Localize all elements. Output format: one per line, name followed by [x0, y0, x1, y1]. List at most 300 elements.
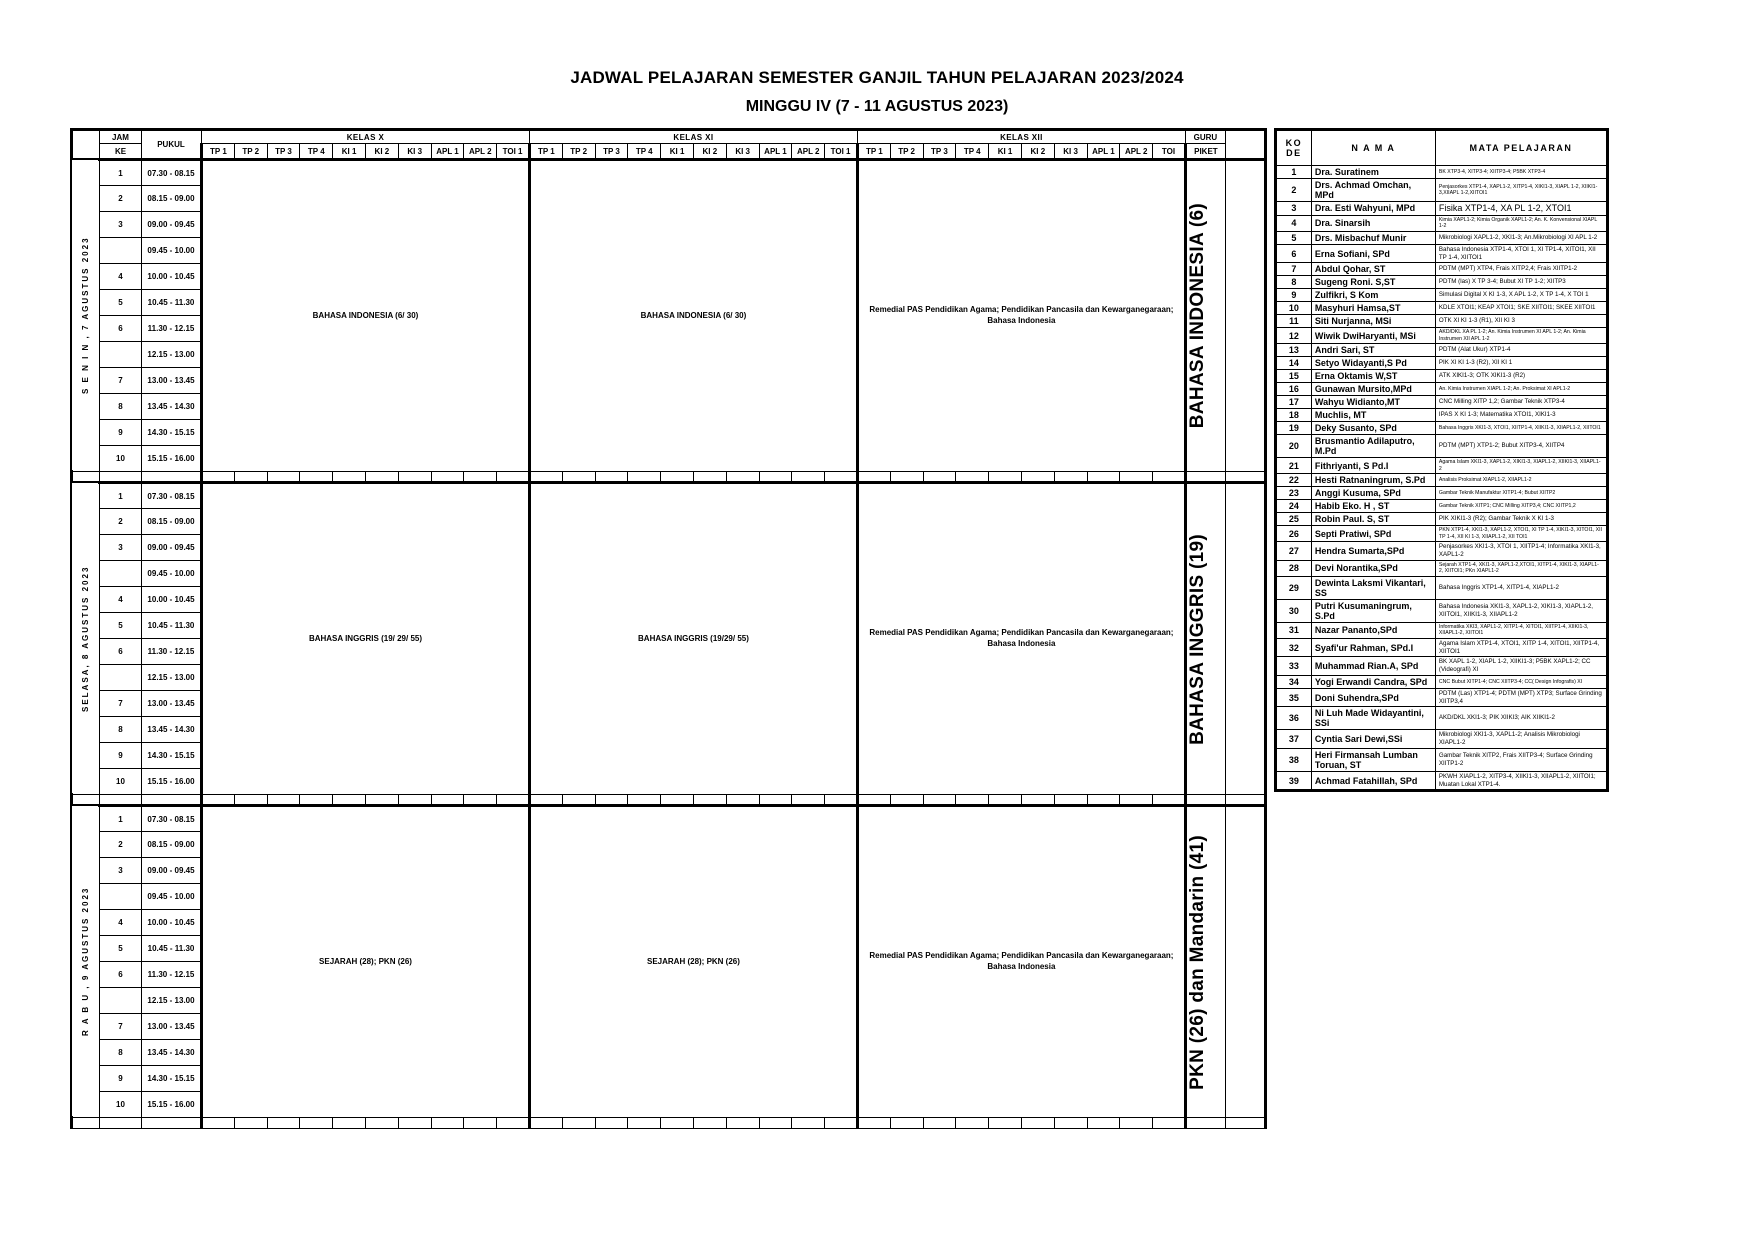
block-separator: [72, 1118, 1266, 1129]
teacher-code: 30: [1275, 599, 1311, 622]
sep-seg: [825, 472, 858, 483]
col-kelas_xi-apl1: APL 1: [759, 144, 792, 160]
period-time: 11.30 - 12.15: [142, 639, 202, 665]
teacher-name: Nazar Pananto,SPd: [1311, 622, 1435, 638]
teacher-name: Dewinta Laksmi Vikantari, SS: [1311, 576, 1435, 599]
col-kelas_xii-tp1: TP 1: [857, 144, 890, 160]
sep-seg: [628, 795, 661, 806]
teacher-row[interactable]: [1275, 688, 1607, 707]
teacher-code: 3: [1275, 202, 1311, 216]
col-kelas_xi-tp2: TP 2: [562, 144, 595, 160]
col-kelas_xi-apl2: APL 2: [792, 144, 825, 160]
teacher-code: 26: [1275, 526, 1311, 542]
teacher-subject: AKD/DKL XA PL 1-2; An. Kimia Instrumen XI APL 1-2; An. Kimia Instrumen XII APL 1-2: [1435, 328, 1607, 344]
teacher-code: 22: [1275, 474, 1311, 487]
period-number: 8: [100, 1040, 142, 1066]
period-number: 5: [100, 290, 142, 316]
teacher-row[interactable]: [1275, 357, 1607, 370]
teacher-code: 19: [1275, 422, 1311, 435]
sep-seg: [726, 472, 759, 483]
band-kelas-xi: KELAS XI: [529, 130, 857, 144]
class-band-row: [72, 130, 1266, 144]
teacher-code: 7: [1275, 263, 1311, 276]
teacher-subject: PDTM (Las) XTP1-4; PDTM (MPT) XTP3; Surface Grinding XIITP3,4: [1435, 688, 1607, 707]
period-time: 09.45 - 10.00: [142, 884, 202, 910]
cell-kelas-xi-0[interactable]: BAHASA INDONESIA (6/ 30): [529, 160, 857, 472]
teacher-subject: PIK XIKI1-3 (R2); Gambar Teknik X KI 1-3: [1435, 513, 1607, 526]
teacher-row[interactable]: [1275, 622, 1607, 638]
period-time: 13.45 - 14.30: [142, 394, 202, 420]
period-number: 10: [100, 1092, 142, 1118]
period-time: 09.45 - 10.00: [142, 238, 202, 264]
sep-seg: [202, 1118, 235, 1129]
period-time: 13.45 - 14.30: [142, 717, 202, 743]
page-title: JADWAL PELAJARAN SEMESTER GANJIL TAHUN PELAJARAN 2023/2024: [570, 68, 1184, 87]
period-number: 2: [100, 509, 142, 535]
col-kelas_xii-tp4: TP 4: [956, 144, 989, 160]
teacher-subject: BK XTP3-4, XITP3-4; XIITP3-4; P5BK XTP3-4: [1435, 166, 1607, 179]
col-kelas_xi-tp1: TP 1: [529, 144, 562, 160]
sep-seg: [661, 795, 694, 806]
period-time: 10.00 - 10.45: [142, 910, 202, 936]
teacher-row[interactable]: [1275, 771, 1607, 791]
teacher-subject: Bahasa Indonesia XKI1-3, XAPL1-2, XIKI1-3, XIAPL1-2, XIITOI1, XIIKI1-3, XIIAPL1-2: [1435, 599, 1607, 622]
teacher-name: Habib Eko. H , ST: [1311, 500, 1435, 513]
period-number: 6: [100, 639, 142, 665]
sep-seg: [1120, 1118, 1153, 1129]
teacher-name: Dra. Suratinem: [1311, 166, 1435, 179]
period-number: 7: [100, 1014, 142, 1040]
col-kelas_xi-ki3: KI 3: [726, 144, 759, 160]
sep-seg: [956, 795, 989, 806]
period-time: 13.00 - 13.45: [142, 691, 202, 717]
teacher-subject: PKWH XIAPL1-2, XITP3-4, XIIKI1-3, XIIAPL1-2, XIITOI1; Muatan Lokal XTP1-4.: [1435, 771, 1607, 791]
col-kelas_x-tp4: TP 4: [300, 144, 333, 160]
period-time: 09.45 - 10.00: [142, 561, 202, 587]
sep-seg: [628, 1118, 661, 1129]
sep-piket: [1225, 795, 1265, 806]
teacher-code: 15: [1275, 370, 1311, 383]
teacher-code: 1: [1275, 166, 1311, 179]
teacher-subject: Simulasi Digital X KI 1-3, X APL 1-2, X TP 1-4, X TOI 1: [1435, 289, 1607, 302]
period-number: 4: [100, 910, 142, 936]
teacher-row[interactable]: [1275, 599, 1607, 622]
teacher-code: 38: [1275, 748, 1311, 771]
teacher-row[interactable]: [1275, 526, 1607, 542]
period-number: 6: [100, 962, 142, 988]
period-time: 15.15 - 16.00: [142, 769, 202, 795]
sep-day: [72, 795, 100, 806]
teacher-code: 21: [1275, 458, 1311, 474]
period-time: 07.30 - 08.15: [142, 483, 202, 509]
sep-seg: [890, 795, 923, 806]
period-number: 1: [100, 806, 142, 832]
sep-jam: [100, 472, 142, 483]
teacher-subject: Informatika XKI3, XAPL1-2, XITP1-4, XITOI1, XIITP1-4, XIIKI1-3, XIIAPL1-2, XIITOI1: [1435, 622, 1607, 638]
teacher-subject: Mikrobiologi XKI1-3, XAPL1-2; Analisis Mikrobiologi XIAPL1-2: [1435, 730, 1607, 749]
block-separator: [72, 472, 1266, 483]
teacher-row[interactable]: [1275, 513, 1607, 526]
teacher-row[interactable]: [1275, 244, 1607, 263]
sep-seg: [726, 795, 759, 806]
document-titles: [0, 0, 1754, 116]
teacher-subject: An. Kimia Instrumen XIAPL 1-2; An. Proksimat XI APL1-2: [1435, 383, 1607, 396]
teacher-name: Masyhuri Hamsa,ST: [1311, 302, 1435, 315]
teacher-row[interactable]: [1275, 383, 1607, 396]
period-number: 9: [100, 1066, 142, 1092]
period-time: 12.15 - 13.00: [142, 342, 202, 368]
sep-seg: [562, 795, 595, 806]
period-number: 8: [100, 717, 142, 743]
teacher-name: Erna Oktamis W,ST: [1311, 370, 1435, 383]
teacher-code: 35: [1275, 688, 1311, 707]
teacher-subject: ATK XIKI1-3; OTK XIKI1-3 (R2): [1435, 370, 1607, 383]
teacher-row[interactable]: [1275, 707, 1607, 730]
period-time: 10.45 - 11.30: [142, 613, 202, 639]
period-time: 13.00 - 13.45: [142, 1014, 202, 1040]
sep-jam: [100, 1118, 142, 1129]
sep-pukul: [142, 472, 202, 483]
teacher-code: 39: [1275, 771, 1311, 791]
cell-kelas-xi-1[interactable]: BAHASA INGGRIS (19/29/ 55): [529, 483, 857, 795]
teacher-row[interactable]: [1275, 638, 1607, 657]
teacher-name: Anggi Kusuma, SPd: [1311, 487, 1435, 500]
teacher-subject: AKD/DKL XKI1-3; PIK XIIKI3; AIK XIIKI1-2: [1435, 707, 1607, 730]
sep-seg: [562, 472, 595, 483]
teacher-code: 37: [1275, 730, 1311, 749]
schedule-grid: [70, 128, 1267, 1129]
teacher-name: Dra. Sinarsih: [1311, 215, 1435, 231]
period-time: 12.15 - 13.00: [142, 665, 202, 691]
teacher-code: 36: [1275, 707, 1311, 730]
sep-seg: [398, 795, 431, 806]
sep-seg: [267, 1118, 300, 1129]
sep-seg: [431, 472, 464, 483]
teacher-row[interactable]: [1275, 166, 1607, 179]
cell-kelas-x-0[interactable]: BAHASA INDONESIA (6/ 30): [202, 160, 530, 472]
sep-seg: [693, 1118, 726, 1129]
sep-seg: [661, 472, 694, 483]
teacher-row[interactable]: [1275, 179, 1607, 202]
period-time: 13.00 - 13.45: [142, 368, 202, 394]
period-number: 4: [100, 264, 142, 290]
cell-kelas-x-2[interactable]: SEJARAH (28); PKN (26): [202, 806, 530, 1118]
corner-cell: [72, 130, 100, 160]
sep-seg: [989, 472, 1022, 483]
sep-seg: [890, 1118, 923, 1129]
sep-seg: [1153, 795, 1186, 806]
teacher-name: Wahyu Widianto,MT: [1311, 396, 1435, 409]
teacher-row[interactable]: [1275, 576, 1607, 599]
teacher-code: 2: [1275, 179, 1311, 202]
teacher-subject: PDTM (Alat Ukur) XTP1-4: [1435, 344, 1607, 357]
teacher-row[interactable]: [1275, 328, 1607, 344]
teacher-subject: PDTM (las) X TP 3-4; Bubut XI TP 1-2; XIITP3: [1435, 276, 1607, 289]
sep-seg: [890, 472, 923, 483]
teacher-code: 18: [1275, 409, 1311, 422]
col-kelas_x-tp2: TP 2: [234, 144, 267, 160]
col-kelas_xii-tp3: TP 3: [923, 144, 956, 160]
teacher-subject: Analisis Proksimat XIAPL1-2, XIIAPL1-2: [1435, 474, 1607, 487]
sep-seg: [497, 1118, 530, 1129]
sep-seg: [825, 1118, 858, 1129]
page-subtitle: MINGGU IV (7 - 11 AGUSTUS 2023): [745, 98, 1009, 115]
teacher-row[interactable]: [1275, 657, 1607, 676]
pukul-header: PUKUL: [142, 130, 202, 160]
teacher-code: 16: [1275, 383, 1311, 396]
teacher-row[interactable]: [1275, 748, 1607, 771]
sep-seg: [365, 1118, 398, 1129]
sep-seg: [529, 795, 562, 806]
teacher-name: Deky Susanto, SPd: [1311, 422, 1435, 435]
period-number: 3: [100, 535, 142, 561]
guru-spacer: [1225, 130, 1265, 160]
sep-pukul: [142, 795, 202, 806]
band-kelas-xii: KELAS XII: [857, 130, 1185, 144]
sep-seg: [431, 795, 464, 806]
teacher-name: Drs. Achmad Omchan, MPd: [1311, 179, 1435, 202]
teacher-code: 24: [1275, 500, 1311, 513]
period-number: [100, 988, 142, 1014]
sep-seg: [1054, 795, 1087, 806]
cell-piket-blank-0: [1225, 160, 1265, 472]
teacher-subject: CNC Milling XITP 1,2; Gambar Teknik XTP3-4: [1435, 396, 1607, 409]
ke-header: KE: [100, 144, 142, 160]
teacher-subject: Kimia XAPL1-2; Kimia Organik XAPL1-2; An. K. Konvensional XIAPL 1-2: [1435, 215, 1607, 231]
teacher-name: Drs. Misbachuf Munir: [1311, 231, 1435, 244]
teacher-row[interactable]: [1275, 215, 1607, 231]
teacher-row[interactable]: [1275, 202, 1607, 216]
teacher-row[interactable]: [1275, 458, 1607, 474]
period-number: [100, 561, 142, 587]
teacher-col-subject: MATA PELAJARAN: [1435, 130, 1607, 166]
col-kelas_xi-ki2: KI 2: [693, 144, 726, 160]
teacher-name: Fithriyanti, S Pd.I: [1311, 458, 1435, 474]
sep-seg: [300, 472, 333, 483]
cell-piket-1[interactable]: BAHASA INGGRIS (19): [1185, 483, 1225, 795]
sep-seg: [333, 795, 366, 806]
sep-seg: [398, 472, 431, 483]
teacher-row[interactable]: [1275, 396, 1607, 409]
sep-seg: [595, 795, 628, 806]
sep-seg: [628, 472, 661, 483]
col-kelas_x-ki3: KI 3: [398, 144, 431, 160]
period-time: 11.30 - 12.15: [142, 316, 202, 342]
col-kelas_xii-toi: TOI: [1153, 144, 1186, 160]
sep-seg: [989, 1118, 1022, 1129]
teacher-row[interactable]: [1275, 435, 1607, 458]
period-number: 1: [100, 160, 142, 186]
teacher-subject: Gambar Teknik XITP2, Frais XIITP3-4; Surface Grinding XIITP1-2: [1435, 748, 1607, 771]
sep-guru: [1185, 1118, 1225, 1129]
teacher-subject: OTK XI KI 1-3 (R1), XII KI 3: [1435, 315, 1607, 328]
teacher-col-name: N A M A: [1311, 130, 1435, 166]
teacher-col-code: KO DE: [1275, 130, 1311, 166]
sep-seg: [497, 472, 530, 483]
sep-seg: [300, 795, 333, 806]
teacher-code: 32: [1275, 638, 1311, 657]
teacher-name: Siti Nurjanna, MSi: [1311, 315, 1435, 328]
teacher-subject: PIK XI KI 1-3 (R2), XII KI 1: [1435, 357, 1607, 370]
sep-seg: [759, 472, 792, 483]
col-kelas_xii-apl2: APL 2: [1120, 144, 1153, 160]
teacher-row[interactable]: [1275, 730, 1607, 749]
sep-seg: [693, 795, 726, 806]
sep-seg: [595, 472, 628, 483]
sep-guru: [1185, 795, 1225, 806]
sep-pukul: [142, 1118, 202, 1129]
sep-seg: [1153, 472, 1186, 483]
sep-piket: [1225, 1118, 1265, 1129]
period-time: 10.45 - 11.30: [142, 936, 202, 962]
period-number: 2: [100, 832, 142, 858]
teacher-row[interactable]: [1275, 263, 1607, 276]
sep-seg: [923, 795, 956, 806]
teacher-name: Cyntia Sari Dewi,SSi: [1311, 730, 1435, 749]
period-number: 3: [100, 858, 142, 884]
sep-seg: [1054, 1118, 1087, 1129]
teacher-name: Erna Sofiani, SPd: [1311, 244, 1435, 263]
day-label-0: S E N I N , 7 AGUSTUS 2023: [72, 160, 100, 472]
guru-header: GURU: [1185, 130, 1225, 144]
cell-piket-blank-1: [1225, 483, 1265, 795]
period-time: 10.45 - 11.30: [142, 290, 202, 316]
cell-piket-0[interactable]: BAHASA INDONESIA (6): [1185, 160, 1225, 472]
teacher-code: 12: [1275, 328, 1311, 344]
teacher-code: 8: [1275, 276, 1311, 289]
sep-seg: [923, 472, 956, 483]
teacher-code: 27: [1275, 542, 1311, 561]
teacher-code: 13: [1275, 344, 1311, 357]
sep-seg: [1021, 795, 1054, 806]
teacher-name: Ni Luh Made Widayantini, SSi: [1311, 707, 1435, 730]
period-time: 14.30 - 15.15: [142, 1066, 202, 1092]
sep-seg: [562, 1118, 595, 1129]
teacher-subject: Sejarah XTP1-4, XKI1-3, XAPL1-2,XTOI1, XITP1-4, XIKI1-3, XIAPL1-2, XIITOI1; PKn XIAPL1-2: [1435, 560, 1607, 576]
teacher-subject: Mikrobiologi XAPL1-2, XKI1-3; An.Mikrobiologi XI APL 1-2: [1435, 231, 1607, 244]
teacher-code: 31: [1275, 622, 1311, 638]
period-number: [100, 884, 142, 910]
sep-seg: [333, 1118, 366, 1129]
teacher-name: Septi Pratiwi, SPd: [1311, 526, 1435, 542]
period-number: 5: [100, 613, 142, 639]
sep-seg: [431, 1118, 464, 1129]
teacher-row[interactable]: [1275, 560, 1607, 576]
sep-seg: [1054, 472, 1087, 483]
teacher-row[interactable]: [1275, 344, 1607, 357]
teacher-row[interactable]: [1275, 675, 1607, 688]
sep-guru: [1185, 472, 1225, 483]
col-kelas_x-tp1: TP 1: [202, 144, 235, 160]
cell-kelas-xii-2[interactable]: Remedial PAS Pendidikan Agama; Pendidikan Pancasila dan Kewarganegaraan; Bahasa Indonesia: [857, 806, 1185, 1118]
jam-header: JAM: [100, 130, 142, 144]
teacher-row[interactable]: [1275, 289, 1607, 302]
teacher-row[interactable]: [1275, 500, 1607, 513]
sep-seg: [989, 795, 1022, 806]
teacher-row[interactable]: [1275, 409, 1607, 422]
sep-seg: [497, 795, 530, 806]
sep-seg: [365, 472, 398, 483]
sep-seg: [956, 1118, 989, 1129]
schedule-row: [72, 806, 1266, 832]
col-kelas_x-toi1: TOI 1: [497, 144, 530, 160]
col-kelas_xi-tp4: TP 4: [628, 144, 661, 160]
teacher-code: 4: [1275, 215, 1311, 231]
col-kelas_x-apl1: APL 1: [431, 144, 464, 160]
teacher-row[interactable]: [1275, 302, 1607, 315]
teacher-row[interactable]: [1275, 231, 1607, 244]
teacher-code: 17: [1275, 396, 1311, 409]
teacher-row[interactable]: [1275, 422, 1607, 435]
teacher-subject: IPAS X KI 1-3; Matematika XTOI1, XIKI1-3: [1435, 409, 1607, 422]
period-number: 10: [100, 446, 142, 472]
teacher-name: Doni Suhendra,SPd: [1311, 688, 1435, 707]
period-time: 10.00 - 10.45: [142, 587, 202, 613]
teacher-row[interactable]: [1275, 542, 1607, 561]
sep-seg: [1153, 1118, 1186, 1129]
teacher-code: 28: [1275, 560, 1311, 576]
teacher-row[interactable]: [1275, 315, 1607, 328]
teacher-row[interactable]: [1275, 474, 1607, 487]
period-time: 15.15 - 16.00: [142, 446, 202, 472]
sep-seg: [1021, 472, 1054, 483]
col-kelas_x-ki1: KI 1: [333, 144, 366, 160]
cell-kelas-xii-1[interactable]: Remedial PAS Pendidikan Agama; Pendidikan Pancasila dan Kewarganegaraan; Bahasa Indonesia: [857, 483, 1185, 795]
band-kelas-x: KELAS X: [202, 130, 530, 144]
cell-piket-2[interactable]: PKN (26) dan Mandarin (41): [1185, 806, 1225, 1118]
period-number: 9: [100, 420, 142, 446]
cell-kelas-x-1[interactable]: BAHASA INGGRIS (19/ 29/ 55): [202, 483, 530, 795]
teacher-subject: PDTM (MPT) XTP1-2; Bubut XITP3-4, XIITP4: [1435, 435, 1607, 458]
teacher-row[interactable]: [1275, 370, 1607, 383]
sep-seg: [1087, 472, 1120, 483]
col-kelas_x-apl2: APL 2: [464, 144, 497, 160]
sep-piket: [1225, 472, 1265, 483]
period-time: 14.30 - 15.15: [142, 743, 202, 769]
block-separator: [72, 795, 1266, 806]
teacher-code: 14: [1275, 357, 1311, 370]
sep-seg: [661, 1118, 694, 1129]
sep-seg: [857, 472, 890, 483]
teacher-code: 23: [1275, 487, 1311, 500]
period-number: [100, 238, 142, 264]
teacher-row[interactable]: [1275, 276, 1607, 289]
teacher-name: Muchlis, MT: [1311, 409, 1435, 422]
teacher-row[interactable]: [1275, 487, 1607, 500]
sep-seg: [365, 795, 398, 806]
teacher-code: 33: [1275, 657, 1311, 676]
period-time: 09.00 - 09.45: [142, 535, 202, 561]
sep-seg: [923, 1118, 956, 1129]
sep-seg: [825, 795, 858, 806]
sep-seg: [857, 1118, 890, 1129]
teacher-name: Devi Norantika,SPd: [1311, 560, 1435, 576]
cell-kelas-xii-0[interactable]: Remedial PAS Pendidikan Agama; Pendidikan Pancasila dan Kewarganegaraan; Bahasa Indonesia: [857, 160, 1185, 472]
sep-seg: [1087, 1118, 1120, 1129]
col-kelas_xii-ki1: KI 1: [989, 144, 1022, 160]
col-kelas_xii-tp2: TP 2: [890, 144, 923, 160]
teacher-name: Wiwik DwiHaryanti, MSi: [1311, 328, 1435, 344]
cell-kelas-xi-2[interactable]: SEJARAH (28); PKN (26): [529, 806, 857, 1118]
teacher-name: Syafi'ur Rahman, SPd.I: [1311, 638, 1435, 657]
period-time: 15.15 - 16.00: [142, 1092, 202, 1118]
teacher-name: Brusmantio Adilaputro, M.Pd: [1311, 435, 1435, 458]
period-time: 14.30 - 15.15: [142, 420, 202, 446]
period-time: 12.15 - 13.00: [142, 988, 202, 1014]
teacher-subject: Gambar Teknik XITP1; CNC Milling XITP3,4; CNC XIITP1,2: [1435, 500, 1607, 513]
teacher-code: 6: [1275, 244, 1311, 263]
sep-seg: [1087, 795, 1120, 806]
